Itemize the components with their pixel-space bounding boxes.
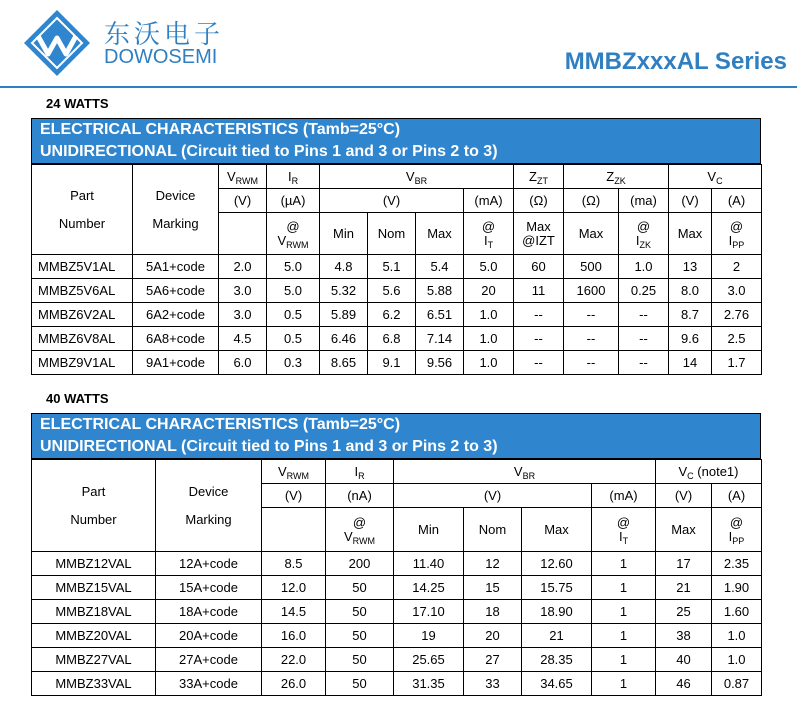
table1-row (32, 303, 762, 327)
value-cell: 14 (669, 351, 712, 375)
table2-row (32, 624, 762, 648)
table2-banner (31, 413, 761, 459)
ipp-condition: @ $I_{PP}$ (712, 213, 762, 255)
value-cell: 18 (464, 600, 522, 624)
value-cell: 27 (464, 648, 522, 672)
vrwm-unit: (V) (262, 484, 326, 508)
value-cell: 21 (656, 576, 712, 600)
value-cell: 500 (564, 255, 619, 279)
value-cell: 1.0 (464, 327, 514, 351)
value-cell: 0.25 (619, 279, 669, 303)
part-number-cell: MMBZ6V8AL (32, 327, 133, 351)
value-cell: -- (619, 327, 669, 351)
zzk-unit: (Ω) (564, 189, 619, 213)
vrwm-header: $V_{RWM}$ (262, 460, 326, 484)
part-number-cell: MMBZ12VAL (32, 552, 156, 576)
value-cell: 1.0 (619, 255, 669, 279)
it-condition: @ $I_T$ (592, 508, 656, 552)
value-cell: 1.0 (712, 624, 762, 648)
value-cell: 22.0 (262, 648, 326, 672)
value-cell: 11 (514, 279, 564, 303)
value-cell: 20 (464, 624, 522, 648)
value-cell: 50 (326, 600, 394, 624)
table2-row (32, 600, 762, 624)
value-cell: 5.6 (368, 279, 416, 303)
vbr-nom-header: Nom (368, 213, 416, 255)
value-cell: 40 (656, 648, 712, 672)
value-cell: 9.56 (416, 351, 464, 375)
part-number-cell: MMBZ27VAL (32, 648, 156, 672)
value-cell: 1.90 (712, 576, 762, 600)
device-marking-cell: 5A6+code (133, 279, 219, 303)
device-marking-cell: 5A1+code (133, 255, 219, 279)
value-cell: 6.0 (219, 351, 267, 375)
table2-banner-line2: UNIDIRECTIONAL (Circuit tied to Pins 1 and 3 or Pins 2 to 3) (40, 438, 498, 455)
series-title: MMBZxxxAL Series (564, 48, 787, 75)
value-cell: 15.75 (522, 576, 592, 600)
part-number-header: Part Number (32, 460, 156, 552)
brand-chinese-name: 东沃电子 (104, 20, 225, 50)
value-cell: 0.5 (267, 327, 320, 351)
value-cell: -- (514, 303, 564, 327)
value-cell: 1 (592, 576, 656, 600)
value-cell: 13 (669, 255, 712, 279)
table2-banner-line1: ELECTRICAL CHARACTERISTICS (Tamb=25°C) (40, 416, 401, 433)
ipp-unit: (A) (712, 189, 762, 213)
value-cell: 19 (394, 624, 464, 648)
value-cell: 50 (326, 624, 394, 648)
device-marking-cell: 20A+code (156, 624, 262, 648)
value-cell: -- (619, 303, 669, 327)
dowosemi-logo-icon (22, 8, 92, 78)
table1-row (32, 351, 762, 375)
value-cell: 12 (464, 552, 522, 576)
value-cell: 8.65 (320, 351, 368, 375)
table2-row (32, 672, 762, 696)
value-cell: 7.14 (416, 327, 464, 351)
value-cell: 5.32 (320, 279, 368, 303)
value-cell: 26.0 (262, 672, 326, 696)
zzk-header: $Z_{ZK}$ (564, 165, 669, 189)
value-cell: 8.0 (669, 279, 712, 303)
value-cell: 5.0 (464, 255, 514, 279)
vbr-header: $V_{BR}$ (394, 460, 656, 484)
device-marking-cell: 12A+code (156, 552, 262, 576)
value-cell: 1 (592, 600, 656, 624)
value-cell: -- (564, 327, 619, 351)
value-cell: 17 (656, 552, 712, 576)
value-cell: 50 (326, 576, 394, 600)
ir-condition: @ $V_{RWM}$ (267, 213, 320, 255)
value-cell: -- (514, 351, 564, 375)
header-divider (0, 86, 797, 88)
value-cell: 12.0 (262, 576, 326, 600)
brand-english-name: DOWOSEMI (104, 46, 218, 68)
part-number-cell: MMBZ9V1AL (32, 351, 133, 375)
value-cell: 2.35 (712, 552, 762, 576)
izk-unit: (ma) (619, 189, 669, 213)
device-marking-header: Device Marking (133, 165, 219, 255)
device-marking-cell: 6A8+code (133, 327, 219, 351)
vc-max-header: Max (669, 213, 712, 255)
value-cell: 25 (656, 600, 712, 624)
page-header (0, 0, 797, 90)
device-marking-header: Device Marking (156, 460, 262, 552)
value-cell: 9.6 (669, 327, 712, 351)
value-cell: 15 (464, 576, 522, 600)
table1-banner-line1: ELECTRICAL CHARACTERISTICS (Tamb=25°C) (40, 121, 401, 138)
table2-row (32, 576, 762, 600)
zzt-header: $Z_{ZT}$ (514, 165, 564, 189)
table-24-watts (31, 164, 762, 375)
zzt-unit: (Ω) (514, 189, 564, 213)
part-number-cell: MMBZ15VAL (32, 576, 156, 600)
vrwm-blank (262, 508, 326, 552)
value-cell: 60 (514, 255, 564, 279)
value-cell: -- (514, 327, 564, 351)
vrwm-header: $V_{RWM}$ (219, 165, 267, 189)
vbr-max-header: Max (522, 508, 592, 552)
value-cell: 8.7 (669, 303, 712, 327)
vbr-min-header: Min (394, 508, 464, 552)
device-marking-cell: 15A+code (156, 576, 262, 600)
ipp-unit: (A) (712, 484, 762, 508)
value-cell: -- (564, 351, 619, 375)
value-cell: 4.8 (320, 255, 368, 279)
table-40-watts (31, 459, 762, 696)
value-cell: 9.1 (368, 351, 416, 375)
vc-unit: (V) (656, 484, 712, 508)
part-number-cell: MMBZ20VAL (32, 624, 156, 648)
value-cell: 200 (326, 552, 394, 576)
value-cell: 2.76 (712, 303, 762, 327)
table1-row (32, 279, 762, 303)
vbr-header: $V_{BR}$ (320, 165, 514, 189)
value-cell: 1.0 (464, 303, 514, 327)
value-cell: 38 (656, 624, 712, 648)
value-cell: 0.5 (267, 303, 320, 327)
value-cell: 6.51 (416, 303, 464, 327)
value-cell: 2.5 (712, 327, 762, 351)
value-cell: 20 (464, 279, 514, 303)
part-number-cell: MMBZ5V6AL (32, 279, 133, 303)
ir-condition: @ $V_{RWM}$ (326, 508, 394, 552)
value-cell: 28.35 (522, 648, 592, 672)
value-cell: 25.65 (394, 648, 464, 672)
value-cell: 1 (592, 648, 656, 672)
value-cell: 1.0 (712, 648, 762, 672)
vbr-min-header: Min (320, 213, 368, 255)
device-marking-cell: 18A+code (156, 600, 262, 624)
ir-header: $I_R$ (326, 460, 394, 484)
value-cell: 12.60 (522, 552, 592, 576)
value-cell: 50 (326, 672, 394, 696)
device-marking-cell: 6A2+code (133, 303, 219, 327)
zzt-max-condition: Max @IZT (514, 213, 564, 255)
value-cell: 5.4 (416, 255, 464, 279)
table2-row (32, 648, 762, 672)
value-cell: 2 (712, 255, 762, 279)
value-cell: 1600 (564, 279, 619, 303)
vc-max-header: Max (656, 508, 712, 552)
value-cell: 3.0 (712, 279, 762, 303)
vbr-max-header: Max (416, 213, 464, 255)
value-cell: 5.0 (267, 255, 320, 279)
value-cell: 2.0 (219, 255, 267, 279)
table1-banner-line2: UNIDIRECTIONAL (Circuit tied to Pins 1 and 3 or Pins 2 to 3) (40, 143, 498, 160)
value-cell: 17.10 (394, 600, 464, 624)
vc-header: $V_C$ (note1) (656, 460, 762, 484)
table1-row (32, 327, 762, 351)
value-cell: 6.8 (368, 327, 416, 351)
value-cell: 3.0 (219, 279, 267, 303)
device-marking-cell: 33A+code (156, 672, 262, 696)
section-40-watts-label: 40 WATTS (46, 391, 109, 406)
value-cell: 1 (592, 624, 656, 648)
value-cell: 1.60 (712, 600, 762, 624)
value-cell: 21 (522, 624, 592, 648)
value-cell: 4.5 (219, 327, 267, 351)
vrwm-unit: (V) (219, 189, 267, 213)
value-cell: 34.65 (522, 672, 592, 696)
value-cell: 6.2 (368, 303, 416, 327)
value-cell: 8.5 (262, 552, 326, 576)
value-cell: 14.25 (394, 576, 464, 600)
it-unit: (mA) (592, 484, 656, 508)
value-cell: 1.7 (712, 351, 762, 375)
value-cell: 5.0 (267, 279, 320, 303)
value-cell: 18.90 (522, 600, 592, 624)
value-cell: 5.88 (416, 279, 464, 303)
izk-condition: @ $I_{ZK}$ (619, 213, 669, 255)
table2-row (32, 552, 762, 576)
value-cell: 46 (656, 672, 712, 696)
value-cell: 1.0 (464, 351, 514, 375)
value-cell: -- (564, 303, 619, 327)
value-cell: 31.35 (394, 672, 464, 696)
value-cell: 16.0 (262, 624, 326, 648)
vc-unit: (V) (669, 189, 712, 213)
value-cell: 33 (464, 672, 522, 696)
table1-row (32, 255, 762, 279)
value-cell: 1 (592, 672, 656, 696)
value-cell: 6.46 (320, 327, 368, 351)
part-number-cell: MMBZ33VAL (32, 672, 156, 696)
zzk-max-header: Max (564, 213, 619, 255)
value-cell: 5.1 (368, 255, 416, 279)
value-cell: 0.87 (712, 672, 762, 696)
vbr-nom-header: Nom (464, 508, 522, 552)
vrwm-blank (219, 213, 267, 255)
part-number-cell: MMBZ6V2AL (32, 303, 133, 327)
value-cell: -- (619, 351, 669, 375)
value-cell: 11.40 (394, 552, 464, 576)
value-cell: 0.3 (267, 351, 320, 375)
vc-header: $V_C$ (669, 165, 762, 189)
ipp-condition: @ $I_{PP}$ (712, 508, 762, 552)
ir-unit: (nA) (326, 484, 394, 508)
value-cell: 14.5 (262, 600, 326, 624)
ir-unit: (µA) (267, 189, 320, 213)
it-unit: (mA) (464, 189, 514, 213)
ir-header: $I_R$ (267, 165, 320, 189)
device-marking-cell: 9A1+code (133, 351, 219, 375)
section-24-watts-label: 24 WATTS (46, 96, 109, 111)
value-cell: 1 (592, 552, 656, 576)
part-number-cell: MMBZ18VAL (32, 600, 156, 624)
value-cell: 5.89 (320, 303, 368, 327)
value-cell: 3.0 (219, 303, 267, 327)
part-number-header: Part Number (32, 165, 133, 255)
device-marking-cell: 27A+code (156, 648, 262, 672)
table1-banner (31, 118, 761, 164)
it-condition: @ $I_T$ (464, 213, 514, 255)
vbr-unit: (V) (394, 484, 592, 508)
value-cell: 50 (326, 648, 394, 672)
vbr-unit: (V) (320, 189, 464, 213)
part-number-cell: MMBZ5V1AL (32, 255, 133, 279)
